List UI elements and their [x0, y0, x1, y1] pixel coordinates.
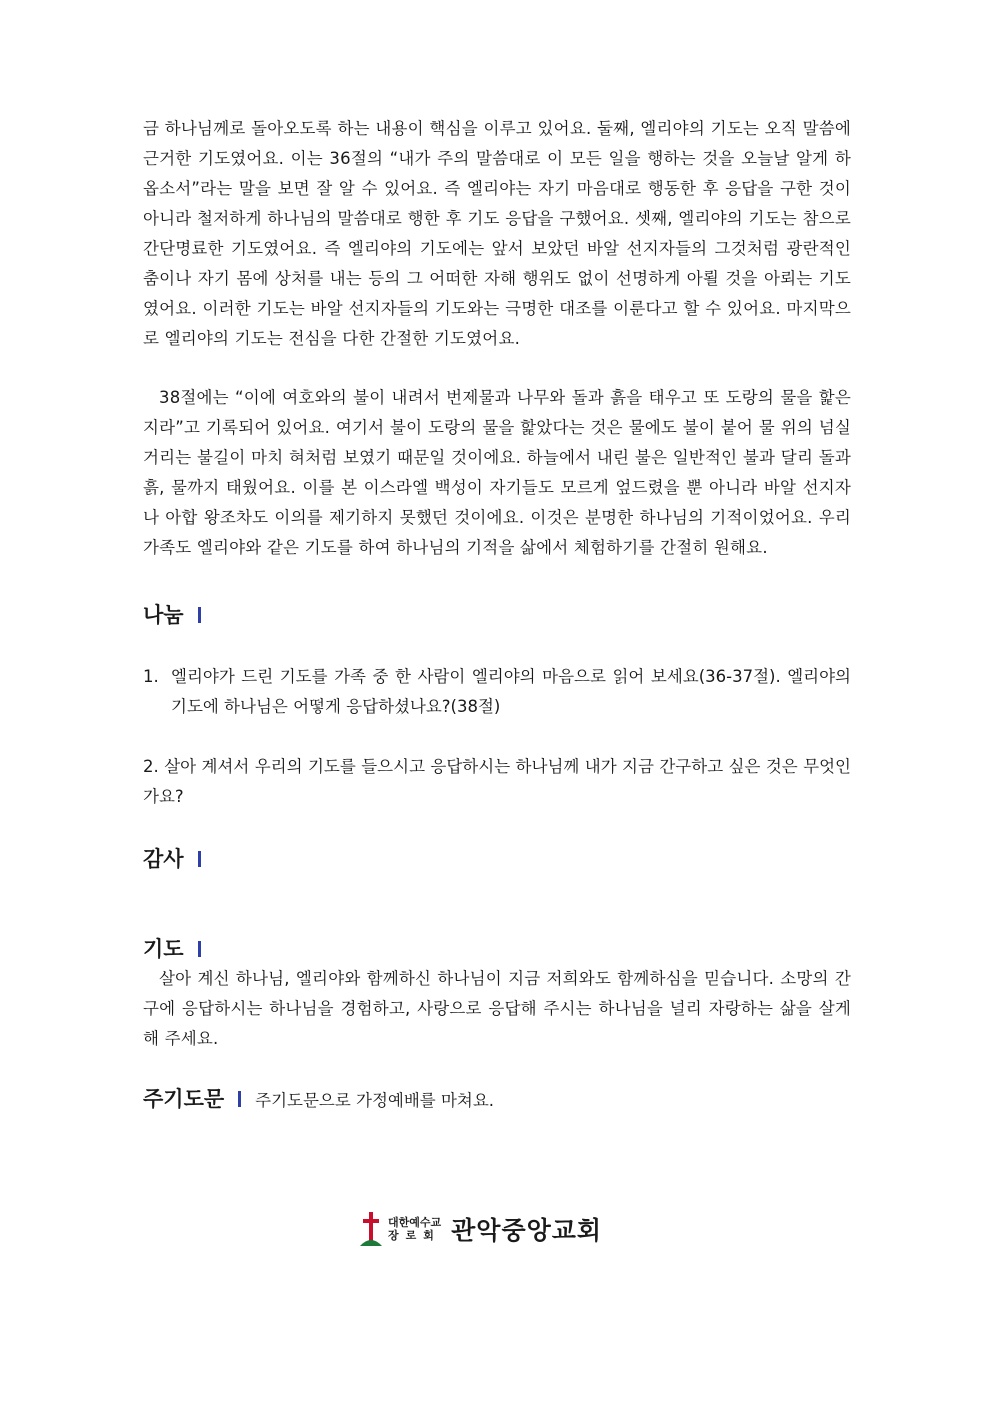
church-logo: [360, 1212, 602, 1246]
sharing-title: 나눔: [143, 603, 184, 627]
sharing-question-1: [143, 662, 851, 722]
question-text: 엘리야가 드린 기도를 가족 중 한 사람이 엘리야의 마음으로 읽어 보세요(36-37절). 엘리야의 기도에 하나님은 어떻게 응답하셨나요?(38절): [171, 667, 851, 716]
denomination-line-1: 대한예수교: [388, 1216, 442, 1229]
accent-bar: [198, 851, 201, 867]
prayer-title: 기도: [143, 937, 184, 961]
document-content: [143, 114, 851, 1114]
thanks-title: 감사: [143, 847, 184, 871]
body-paragraph-1: 금 하나님께로 돌아오도록 하는 내용이 핵심을 이루고 있어요. 둘째, 엘리야의 기도는 오직 말씀에 근거한 기도였어요. 이는 36절의 “내가 주의 말씀대로 이 모든 일을 행하는 것을 오늘날 알게 하옵소서”라는 말을 보면 잘 알 수 있어요. 즉 엘리야는 자기 마음대로 행동한 후 응답을 구한 것이 아니라 철저하게 하나님의 말씀대로 행한 후 기도 응답을 구했어요. 셋째, 엘리야의 기도는 참으로 간단명료한 기도였어요. 즉 엘리야의 기도에는 앞서 보았던 바알 선지자들의 그것처럼 광란적인 춤이나 자기 몸에 상처를 내는 등의 그 어떠한 자해 행위도 없이 선명하게 아뢸 것을 아뢰는 기도였어요. 이러한 기도는 바알 선지자들의 기도와는 극명한 대조를 이룬다고 할 수 있어요. 마지막으로 엘리야의 기도는 전심을 다한 간절한 기도였어요.: [143, 119, 851, 348]
prayer-heading: [143, 934, 851, 964]
accent-bar: [238, 1091, 241, 1107]
sharing-question-2: [143, 752, 851, 812]
question-number: 1.: [143, 667, 159, 686]
prayer-text: 살아 계신 하나님, 엘리야와 함께하신 하나님이 지금 저희와도 함께하심을 믿습니다. 소망의 간구에 응답하시는 하나님을 경험하고, 사랑으로 응답해 주시는 하나님을 널리 자랑하는 삶을 살게 해 주세요.: [143, 969, 851, 1048]
cross-icon: [360, 1212, 382, 1246]
lords-prayer-row: [143, 1084, 851, 1114]
denomination-label: [388, 1216, 441, 1242]
question-number: 2.: [143, 757, 159, 776]
question-text: 살아 계셔서 우리의 기도를 들으시고 응답하시는 하나님께 내가 지금 간구하고 싶은 것은 무엇인가요?: [143, 757, 851, 806]
lords-prayer-text: 주기도문으로 가정예배를 마쳐요.: [255, 1091, 495, 1110]
lords-prayer-heading: [143, 1084, 241, 1114]
sharing-heading: [143, 600, 851, 630]
body-paragraph-2: 38절에는 “이에 여호와의 불이 내려서 번제물과 나무와 돌과 흙을 태우고 또 도랑의 물을 핥은지라”고 기록되어 있어요. 여기서 불이 도랑의 물을 핥았다는 것은 물에도 불이 붙어 물 위의 넘실거리는 불길이 마치 혀처럼 보였기 때문일 것이에요. 하늘에서 내린 불은 일반적인 불과 달리 돌과 흙, 물까지 태웠어요. 이를 본 이스라엘 백성이 자기들도 모르게 엎드렸을 뿐 아니라 바알 선지자나 아합 왕조차도 이의를 제기하지 못했던 것이에요. 이것은 분명한 하나님의 기적이었어요. 우리 가족도 엘리야와 같은 기도를 하여 하나님의 기적을 삶에서 체험하기를 간절히 원해요.: [143, 388, 851, 557]
accent-bar: [198, 607, 201, 623]
church-name: 관악중앙교회: [451, 1216, 603, 1245]
lords-prayer-title: 주기도문: [143, 1087, 225, 1111]
denomination-line-2: 장로회: [388, 1229, 441, 1242]
accent-bar: [198, 941, 201, 957]
thanks-heading: [143, 844, 851, 874]
